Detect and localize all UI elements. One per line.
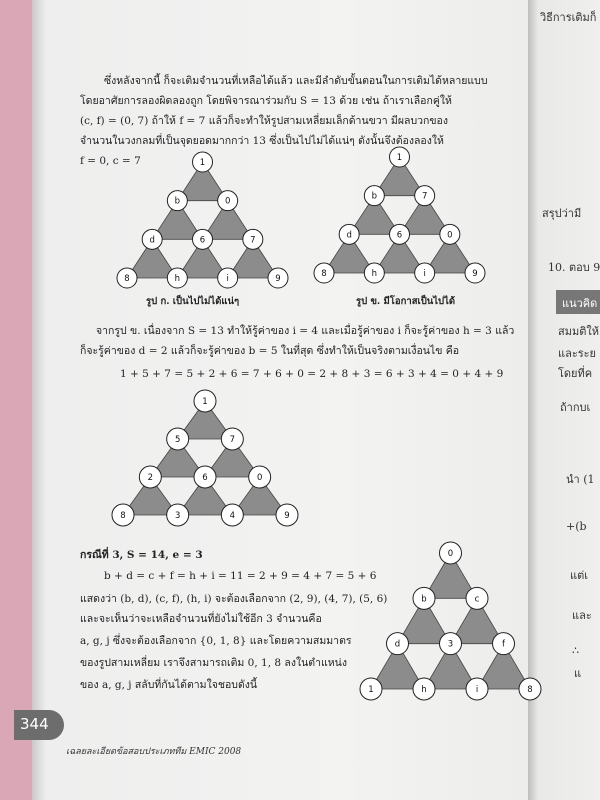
vertex-node-l2: [413, 587, 435, 609]
vertex-node-l2: [167, 191, 187, 211]
vertex-node-top: [193, 152, 213, 172]
vertex-node-bl: [117, 268, 137, 288]
vertex-label: 8: [120, 511, 126, 521]
vertex-node-bl: [360, 678, 382, 700]
next-page-text: โดยที่ค: [558, 367, 593, 380]
page-number-tab: [14, 710, 64, 740]
vertex-node-l2: [364, 186, 384, 206]
vertex-label: 9: [275, 274, 281, 284]
vertex-node-top: [390, 147, 410, 167]
vertex-node-bl: [112, 504, 134, 526]
figure-b-triangle: [312, 145, 487, 285]
figure-d-case3-triangle: [358, 540, 543, 702]
vertex-label: 3: [447, 639, 454, 650]
vertex-label: 0: [224, 196, 231, 207]
vertex-label: 7: [421, 191, 428, 202]
case3-equation: b + d = c + f = h + i = 11 = 2 + 9 = 4 + 7 = 5 + 6: [104, 570, 377, 582]
vertex-node-top: [440, 542, 462, 564]
vertex-label: 1: [199, 158, 206, 168]
vertex-label: 4: [229, 511, 236, 521]
next-page-section-tag: แนวคิด: [556, 290, 600, 314]
case3-line: และจะเห็นว่าจะเหลือจำนวนที่ยังไม่ใช้อีก 3 จำนวนคือ: [80, 613, 322, 625]
vertex-node-r2: [466, 587, 488, 609]
vertex-node-b3: [221, 504, 243, 526]
vertex-label: 7: [250, 235, 256, 246]
next-page-text: สมมติให้: [558, 325, 599, 338]
vertex-node-r3: [243, 229, 263, 249]
next-page-text: +(b: [566, 520, 587, 533]
vertex-label: c: [474, 594, 480, 605]
vertex-label: 0: [256, 473, 263, 483]
vertex-label: i: [226, 274, 229, 284]
vertex-node-c3: [390, 224, 410, 244]
vertex-node-b3: [415, 263, 435, 283]
vertex-node-l3: [339, 224, 359, 244]
vertex-label: 0: [447, 230, 453, 241]
vertex-node-top: [194, 390, 216, 412]
vertex-node-br: [276, 504, 298, 526]
vertex-label: 1: [396, 153, 403, 163]
vertex-label: 9: [284, 511, 290, 521]
next-page-text: วิธีการเติมก็: [540, 11, 597, 24]
vertex-label: 8: [124, 274, 130, 284]
vertex-node-b2: [413, 678, 435, 700]
paragraph1-line: f = 0, c = 7: [80, 155, 141, 167]
paragraph1-line: โดยอาศัยการลองผิดลองถูก โดยพิจารณาร่วมกับ S = 13 ด้วย เช่น ถ้าเราเลือกคู่ให้: [80, 95, 452, 107]
vertex-node-l2: [167, 428, 189, 450]
vertex-label: 6: [202, 473, 208, 483]
vertex-label: h: [174, 274, 181, 284]
next-page-text: ∴: [572, 644, 579, 657]
vertex-node-b2: [167, 504, 189, 526]
vertex-node-c3: [440, 633, 462, 655]
case3-line: ของ a, g, j สลับที่กันได้ตามใจชอบดังนี้: [80, 679, 258, 691]
next-page-text: และ: [572, 609, 592, 622]
paragraph1-line: (c, f) = (0, 7) ถ้าให้ f = 7 แล้วก็จะทำให้รูปสามเหลี่ยมเล็กด้านขวา มีผลบวกของ: [80, 115, 448, 127]
paragraph1-line: จำนวนในวงกลมที่เป็นจุดยอดมากกว่า 13 ซึ่งเป็นไปไม่ได้แน่ๆ ดังนั้นจึงต้องลองให้: [80, 135, 444, 147]
paragraph2-line: ก็จะรู้ค่าของ d = 2 แล้วก็จะรู้ค่าของ b = 5 ในที่สุด ซึ่งทำให้เป็นจริงตามเงื่อนไข คือ: [80, 345, 460, 357]
vertex-label: 8: [527, 685, 533, 695]
vertex-label: d: [394, 639, 401, 650]
next-page-text: สรุปว่ามี: [542, 207, 582, 220]
vertex-label: d: [149, 235, 155, 246]
vertex-label: i: [475, 685, 479, 695]
vertex-label: h: [371, 269, 378, 279]
figure-a-triangle: [115, 150, 290, 290]
figure-a-caption: รูป ก. เป็นไปไม่ได้แน่ๆ: [146, 296, 240, 307]
vertex-label: i: [423, 269, 426, 279]
vertex-label: d: [346, 230, 352, 241]
vertex-label: 1: [202, 397, 208, 407]
vertex-label: 5: [174, 435, 181, 445]
page-number: 344: [20, 715, 49, 733]
vertex-node-l3: [139, 466, 161, 488]
vertex-label: b: [174, 196, 181, 207]
vertex-label: h: [421, 685, 427, 695]
vertex-node-r3: [493, 633, 515, 655]
case3-line: a, g, j ซึ่งจะต้องเลือกจาก {0, 1, 8} และโดยความสมมาตร: [80, 635, 352, 647]
vertex-label: f: [502, 639, 505, 650]
case3-heading: กรณีที่ 3, S = 14, e = 3: [80, 549, 203, 561]
next-page-text: ถ้ากบเ: [560, 401, 591, 414]
vertex-label: 9: [472, 269, 478, 279]
vertex-label: 1: [368, 685, 374, 695]
vertex-label: 8: [321, 269, 327, 279]
vertex-node-c3: [193, 229, 213, 249]
next-page-text: และระย: [558, 347, 597, 360]
vertex-label: 3: [174, 511, 181, 521]
vertex-label: b: [421, 594, 427, 605]
vertex-node-r3: [440, 224, 460, 244]
vertex-node-r3: [249, 466, 271, 488]
next-page-text: แ: [574, 667, 582, 680]
vertex-label: 6: [396, 230, 403, 241]
vertex-node-b2: [364, 263, 384, 283]
vertex-node-c3: [194, 466, 216, 488]
vertex-node-b2: [167, 268, 187, 288]
figure-c-solution-triangle: [110, 388, 300, 528]
vertex-node-l3: [142, 229, 162, 249]
vertex-node-br: [519, 678, 541, 700]
case3-line: แสดงว่า (b, d), (c, f), (h, i) จะต้องเลือกจาก (2, 9), (4, 7), (5, 6): [80, 593, 388, 605]
next-page-text: แต่เ: [570, 569, 588, 582]
vertex-node-l3: [387, 633, 409, 655]
next-page-text: 10. ตอบ 9: [548, 261, 600, 274]
vertex-node-bl: [314, 263, 334, 283]
case3-line: ของรูปสามเหลี่ยม เราจึงสามารถเติม 0, 1, 8 ลงในตำแหน่ง: [80, 657, 347, 669]
vertex-node-br: [268, 268, 288, 288]
vertex-label: 0: [447, 549, 454, 559]
vertex-node-r2: [415, 186, 435, 206]
vertex-label: 7: [229, 435, 236, 445]
next-page-text: นำ (1: [566, 473, 595, 486]
vertex-label: b: [371, 191, 378, 202]
paragraph1-line: ซึ่งหลังจากนี้ ก็จะเติมจำนวนที่เหลือได้แล้ว และมีลำดับขั้นตอนในการเติมได้หลายแบบ: [104, 75, 488, 87]
figure-b-caption: รูป ข. มีโอกาสเป็นไปได้: [356, 296, 456, 307]
vertex-label: 6: [199, 235, 206, 246]
footer-title: เฉลยละเอียดข้อสอบประเภททีม EMIC 2008: [66, 747, 242, 757]
vertex-node-r2: [218, 191, 238, 211]
paragraph2-line: จากรูป ข. เนื่องจาก S = 13 ทำให้รู้ค่าของ i = 4 และเมื่อรู้ค่าของ i ก็จะรู้ค่าของ h = 3 แล้ว: [96, 325, 515, 337]
vertex-node-b3: [218, 268, 238, 288]
equation-row: 1 + 5 + 7 = 5 + 2 + 6 = 7 + 6 + 0 = 2 + 8 + 3 = 6 + 3 + 4 = 0 + 4 + 9: [120, 368, 504, 380]
vertex-node-br: [465, 263, 485, 283]
vertex-node-r2: [221, 428, 243, 450]
vertex-label: 2: [147, 473, 154, 483]
vertex-node-b3: [466, 678, 488, 700]
